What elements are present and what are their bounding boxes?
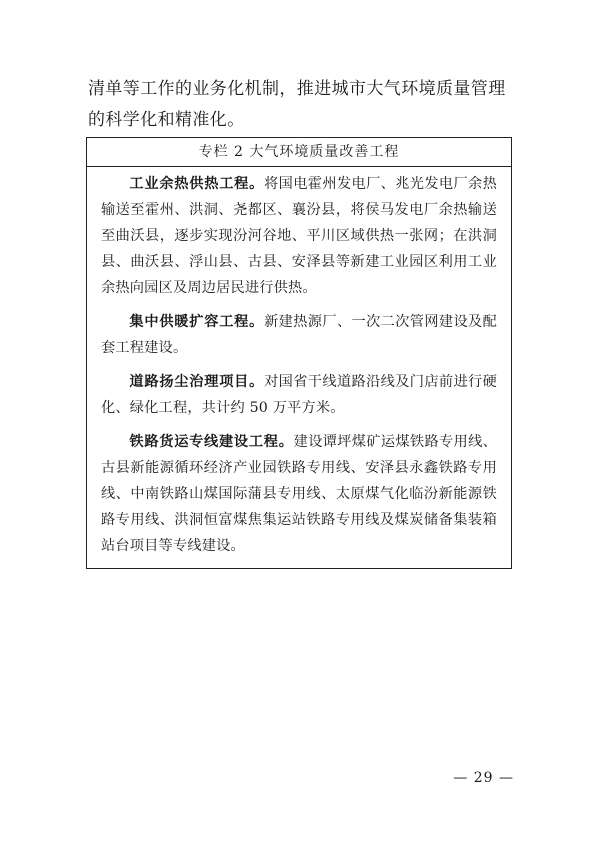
project-item xyxy=(101,429,497,559)
column-box xyxy=(86,137,512,569)
project-body: 建设谭坪煤矿运煤铁路专用线、古县新能源循环经济产业园铁路专用线、安泽县永鑫铁路专用线、中南铁路山煤国际蒲县专用线、太原煤气化临汾新能源铁路专用线、洪洞恒富煤焦集运站铁路专用线及煤炭储备集装箱站台项目等专线建设。 xyxy=(101,434,497,554)
project-item xyxy=(101,171,497,301)
project-body: 对国省干线道路沿线及门店前进行硬化、绿化工程，共计约 50 万平方米。 xyxy=(101,374,498,416)
page-number: — 29 — xyxy=(453,770,514,786)
project-item xyxy=(101,369,497,421)
column-box-body xyxy=(87,167,511,559)
intro-paragraph xyxy=(88,74,510,136)
project-heading: 铁路货运专线建设工程。 xyxy=(129,434,294,450)
project-body: 新建热源厂、一次二次管网建设及配套工程建设。 xyxy=(101,314,498,356)
project-heading: 工业余热供热工程。 xyxy=(129,176,265,192)
column-box-title: 专栏 2 大气环境质量改善工程 xyxy=(87,138,511,167)
project-heading: 道路扬尘治理项目。 xyxy=(129,374,265,390)
project-heading: 集中供暖扩容工程。 xyxy=(129,314,265,330)
project-body: 将国电霍州发电厂、兆光发电厂余热输送至霍州、洪洞、尧都区、襄汾县，将侯马发电厂余热输送至曲沃县，逐步实现汾河谷地、平川区域供热一张网；在洪洞县、曲沃县、浮山县、古县、安泽县等新建工业园区利用工业余热向园区及周边居民进行供热。 xyxy=(101,176,498,296)
intro-text: 清单等工作的业务化机制，推进城市大气环境质量管理的科学化和精准化。 xyxy=(88,79,506,130)
project-item xyxy=(101,309,497,361)
